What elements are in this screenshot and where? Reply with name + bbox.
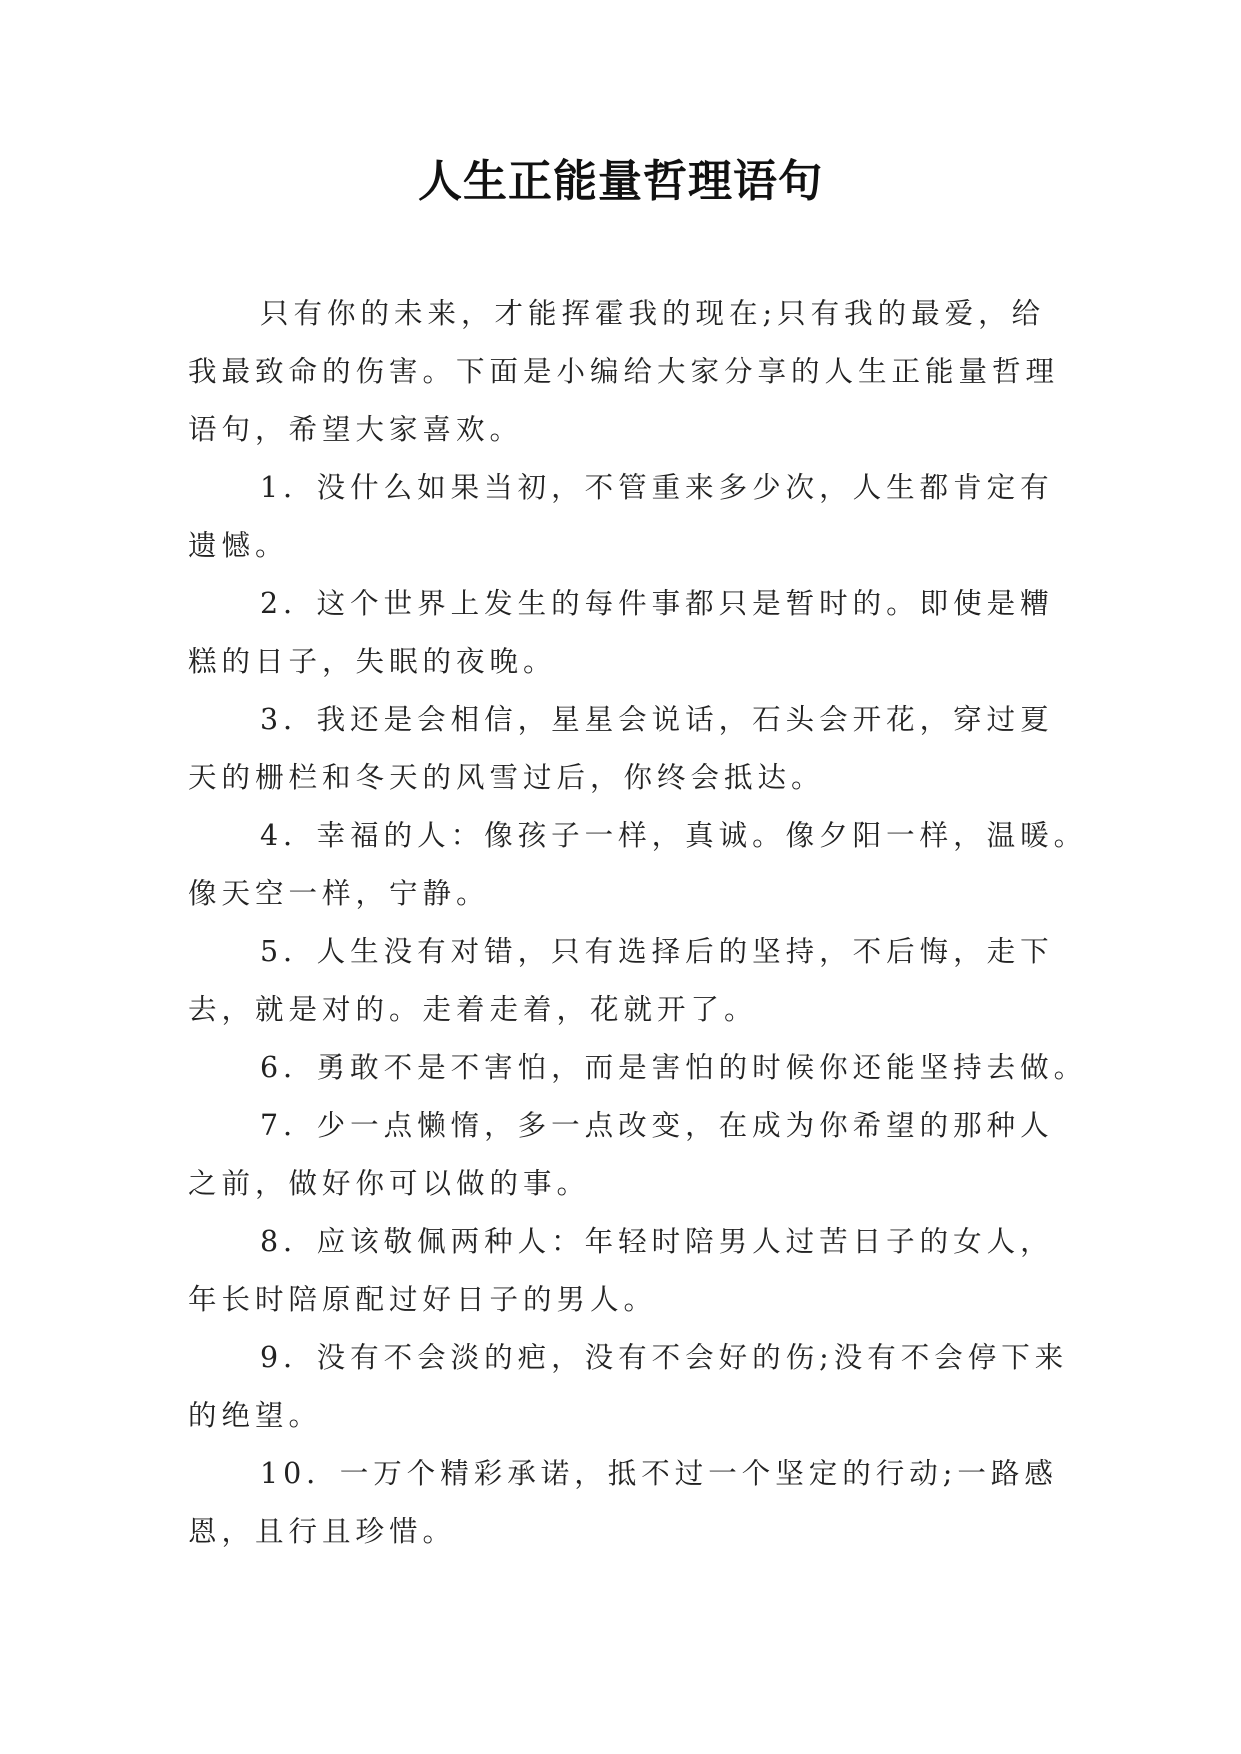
- paragraph-line: 10．一万个精彩承诺，抵不过一个坚定的行动;一路感: [260, 1457, 1058, 1490]
- paragraph-line: 我最致命的伤害。下面是小编给大家分享的人生正能量哲理: [188, 355, 1060, 388]
- paragraph-line: 6．勇敢不是不害怕，而是害怕的时候你还能坚持去做。: [260, 1051, 1088, 1084]
- paragraph-line: 天的栅栏和冬天的风雪过后，你终会抵达。: [188, 761, 825, 794]
- paragraph-line: 年长时陪原配过好日子的男人。: [188, 1283, 658, 1316]
- paragraph-line: 只有你的未来，才能挥霍我的现在;只有我的最爱，给: [260, 297, 1046, 330]
- paragraph-line: 1．没什么如果当初，不管重来多少次，人生都肯定有: [260, 471, 1054, 504]
- paragraph-line: 恩，且行且珍惜。: [188, 1515, 457, 1548]
- paragraph-line: 语句，希望大家喜欢。: [188, 413, 524, 446]
- paragraph-line: 7．少一点懒惰，多一点改变，在成为你希望的那种人: [260, 1109, 1054, 1142]
- paragraph-line: 9．没有不会淡的疤，没有不会好的伤;没有不会停下来: [260, 1341, 1069, 1374]
- paragraph-line: 的绝望。: [188, 1399, 323, 1432]
- paragraph-line: 像天空一样，宁静。: [188, 877, 490, 910]
- paragraph-line: 去，就是对的。走着走着，花就开了。: [188, 993, 758, 1026]
- paragraph-line: 5．人生没有对错，只有选择后的坚持，不后悔，走下: [260, 935, 1054, 968]
- paragraph-line: 糕的日子，失眠的夜晚。: [188, 645, 557, 678]
- paragraph-line: 8．应该敬佩两种人：年轻时陪男人过苦日子的女人，: [260, 1225, 1054, 1258]
- paragraph-line: 4．幸福的人：像孩子一样，真诚。像夕阳一样，温暖。: [260, 819, 1088, 852]
- document-title: 人生正能量哲理语句: [418, 156, 823, 207]
- paragraph-line: 遗憾。: [188, 529, 289, 562]
- paragraph-line: 之前，做好你可以做的事。: [188, 1167, 591, 1200]
- paragraph-line: 3．我还是会相信，星星会说话，石头会开花，穿过夏: [260, 703, 1054, 736]
- paragraph-line: 2．这个世界上发生的每件事都只是暂时的。即使是糟: [260, 587, 1054, 620]
